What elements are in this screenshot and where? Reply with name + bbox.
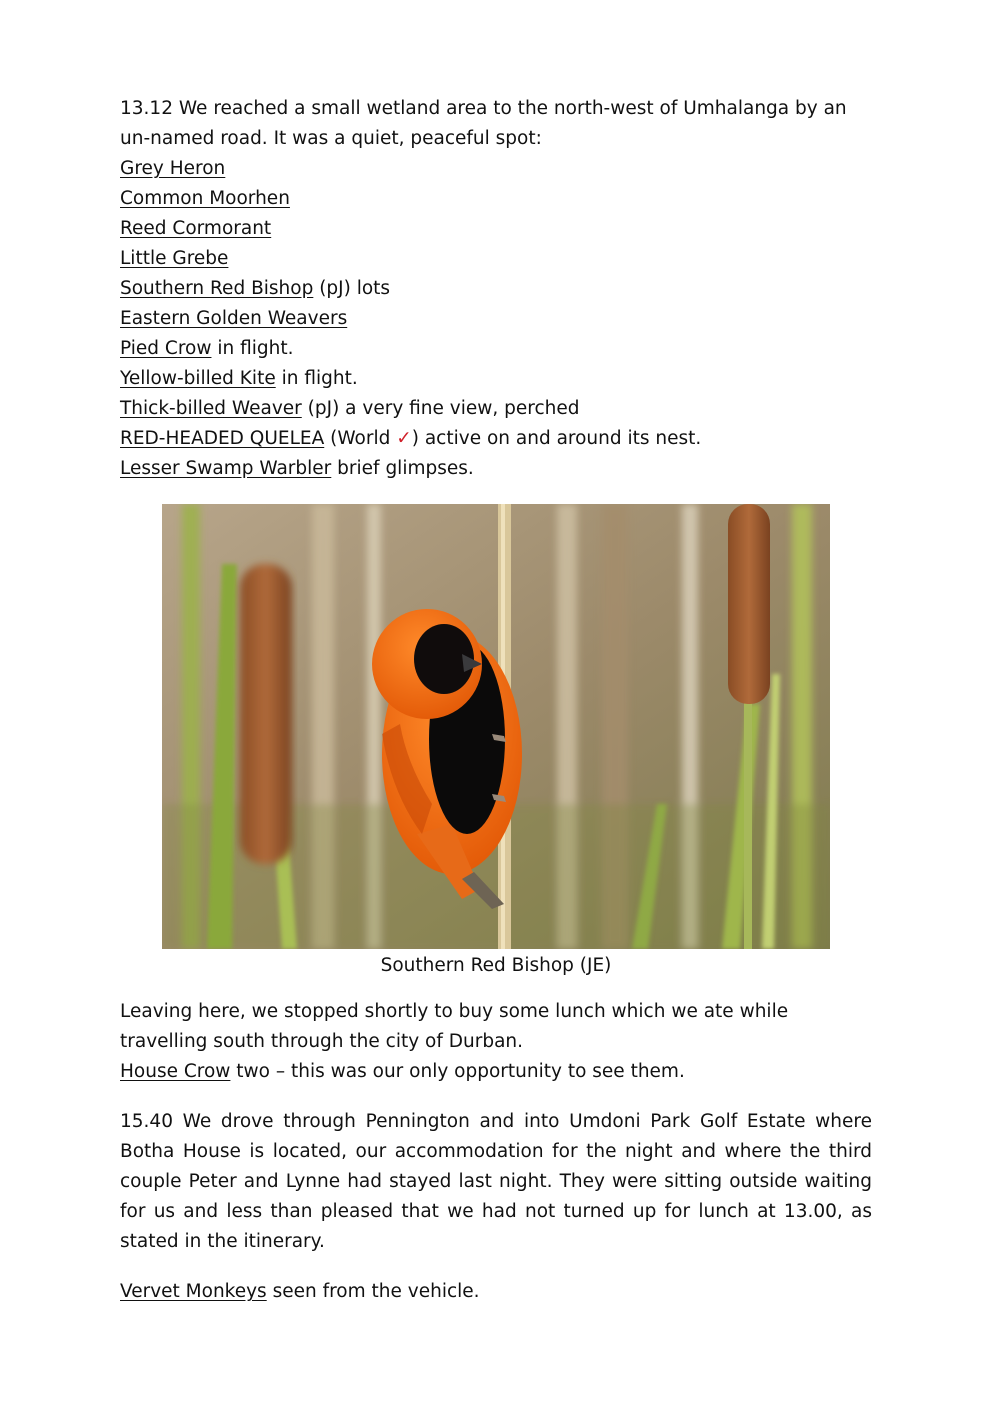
species-note: (World <box>324 428 397 449</box>
species-item <box>120 304 872 334</box>
species-item <box>120 334 872 364</box>
species-note: seen from the vehicle. <box>266 1281 480 1302</box>
species-name: RED-HEADED QUELEA <box>120 428 325 449</box>
species-note: in flight. <box>275 368 358 389</box>
species-name: Grey Heron <box>120 158 226 179</box>
southern-red-bishop-photo <box>162 504 830 949</box>
species-item <box>120 364 872 394</box>
species-note: ) active on and around its nest. <box>411 428 702 449</box>
species-item <box>120 274 872 304</box>
species-name: Lesser Swamp Warbler <box>120 458 332 479</box>
house-crow-line <box>120 1057 872 1087</box>
document-page <box>120 94 872 1307</box>
lunch-paragraph: Leaving here, we stopped shortly to buy some lunch which we ate while travelling south through the city of Durban. <box>120 1001 789 1052</box>
species-name: Thick-billed Weaver <box>120 398 302 419</box>
species-item <box>120 394 872 424</box>
afternoon-paragraph: 15.40 We drove through Pennington and into Umdoni Park Golf Estate where Botha House is located, our accommodation for the night and where the third couple Peter and Lynne had stayed last night. They were sitting outside waiting for us and less than pleased that we had not turned up for lunch at 13.00, as stated in the itinerary. <box>120 1111 872 1252</box>
species-item <box>120 454 872 484</box>
photo-caption: Southern Red Bishop (JE) <box>380 955 612 976</box>
vervet-line <box>120 1277 872 1307</box>
species-item <box>120 184 872 214</box>
species-note: brief glimpses. <box>331 458 474 479</box>
species-name: House Crow <box>120 1061 231 1082</box>
species-note: in flight. <box>211 338 294 359</box>
intro-paragraph: 13.12 We reached a small wetland area to the north-west of Umhalanga by an un-named road. It was a quiet, peaceful spot: <box>120 98 847 149</box>
species-note: (pJ) lots <box>313 278 391 299</box>
species-name: Vervet Monkeys <box>120 1281 267 1302</box>
species-list <box>120 154 872 484</box>
species-note: two – this was our only opportunity to see them. <box>230 1061 685 1082</box>
species-name: Little Grebe <box>120 248 229 269</box>
species-name: Eastern Golden Weavers <box>120 308 348 329</box>
species-name: Pied Crow <box>120 338 212 359</box>
species-item-quelea <box>120 424 872 454</box>
species-name: Common Moorhen <box>120 188 290 209</box>
species-item <box>120 244 872 274</box>
world-tick-icon: ✓ <box>396 428 412 449</box>
species-name: Southern Red Bishop <box>120 278 314 299</box>
species-item <box>120 154 872 184</box>
species-note: (pJ) a very fine view, perched <box>301 398 580 419</box>
photo-figure <box>120 504 872 981</box>
species-name: Reed Cormorant <box>120 218 272 239</box>
species-item <box>120 214 872 244</box>
species-name: Yellow-billed Kite <box>120 368 276 389</box>
